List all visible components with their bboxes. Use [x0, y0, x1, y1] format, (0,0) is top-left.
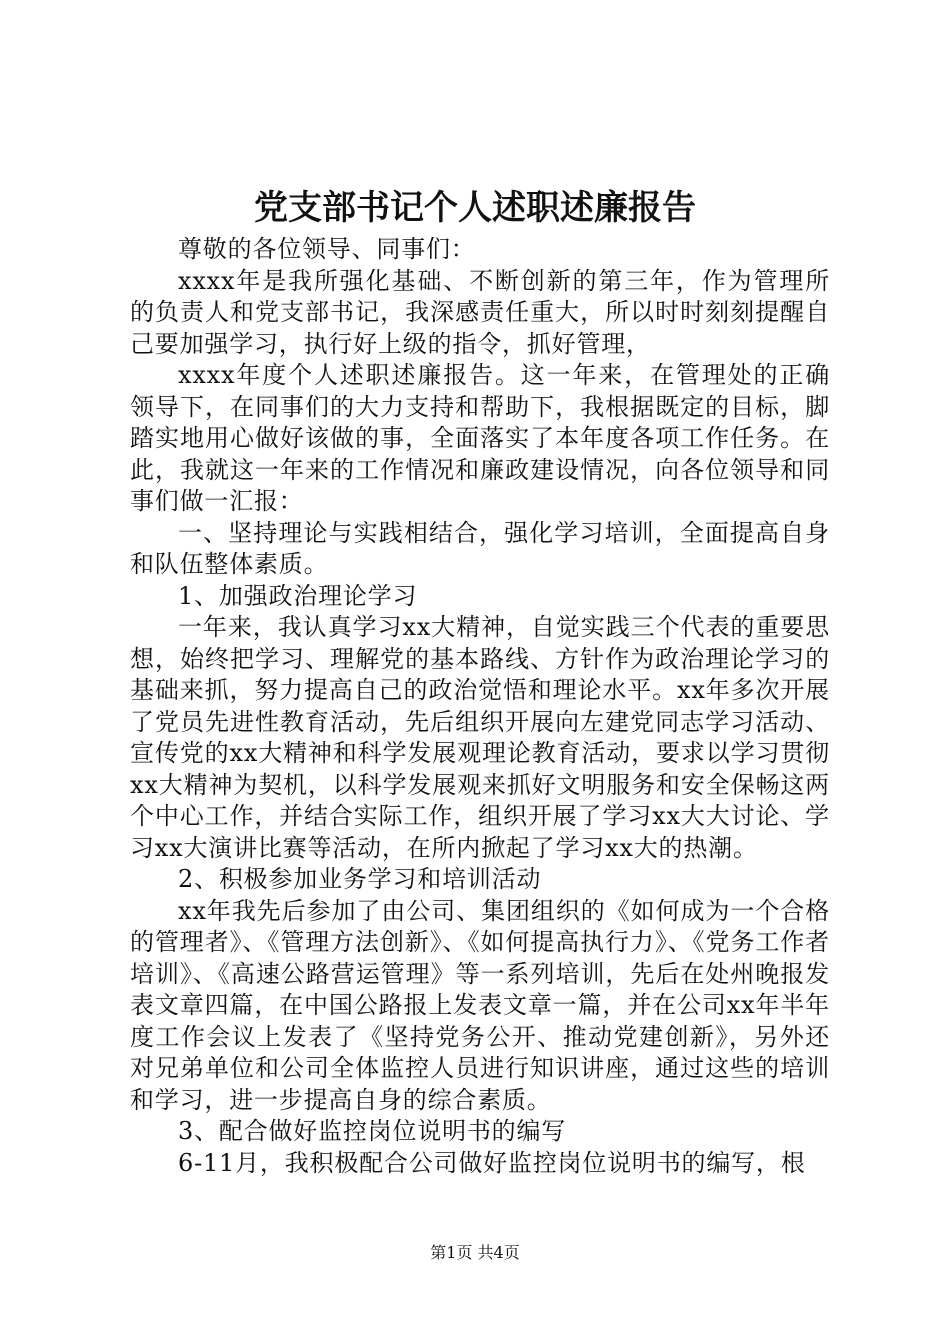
paragraph: 一年来，我认真学习xx大精神，自觉实践三个代表的重要思想，始终把学习、理解党的基本路线、方针作为政治理论学习的基础来抓，努力提高自己的政治觉悟和理论水平。xx年多次开展了党员先进性教育活动，先后组织开展向左建党同志学习活动、宣传党的xx大精神和科学发展观理论教育活动，要求以学习贯彻xx大精神为契机，以科学发展观来抓好文明服务和安全保畅这两个中心工作，并结合实际工作，组织开展了学习xx大大讨论、学习xx大演讲比赛等活动，在所内掀起了学习xx大的热潮。	[130, 613, 830, 862]
paragraph: xxxx年是我所强化基础、不断创新的第三年，作为管理所的负责人和党支部书记，我深感责任重大，所以时时刻刻提醒自己要加强学习，执行好上级的指令，抓好管理，	[130, 266, 830, 358]
paragraph: 6-11月，我积极配合公司做好监控岗位说明书的编写，根	[178, 1148, 806, 1177]
page-footer: 第1页 共4页	[430, 1243, 520, 1262]
document-title: 党支部书记个人述职述廉报告	[254, 188, 696, 228]
subsection-heading: 3、配合做好监控岗位说明书的编写	[178, 1117, 567, 1145]
document-body	[130, 234, 830, 1179]
subsection-heading: 2、积极参加业务学习和培训活动	[178, 865, 542, 893]
paragraph: xx年我先后参加了由公司、集团组织的《如何成为一个合格的管理者》、《管理方法创新》、《如何提高执行力》、《党务工作者培训》、《高速公路营运管理》等一系列培训，先后在处州晚报发表文章四篇，在中国公路报上发表文章一篇，并在公司xx年半年度工作会议上发表了《坚持党务公开、推动党建创新》，另外还对兄弟单位和公司全体监控人员进行知识讲座，通过这些的培训和学习，进一步提高自身的综合素质。	[130, 896, 830, 1114]
subsection-heading: 1、加强政治理论学习	[178, 581, 418, 610]
section-heading: 一、坚持理论与实践相结合，强化学习培训，全面提高自身和队伍整体素质。	[130, 518, 830, 578]
paragraph: xxxx年度个人述职述廉报告。这一年来，在管理处的正确领导下，在同事们的大力支持和帮助下，我根据既定的目标，脚踏实地用心做好该做的事，全面落实了本年度各项工作任务。在此，我就这一年来的工作情况和廉政建设情况，向各位领导和同事们做一汇报：	[130, 361, 830, 515]
paragraph-greeting: 尊敬的各位领导、同事们：	[178, 235, 476, 263]
